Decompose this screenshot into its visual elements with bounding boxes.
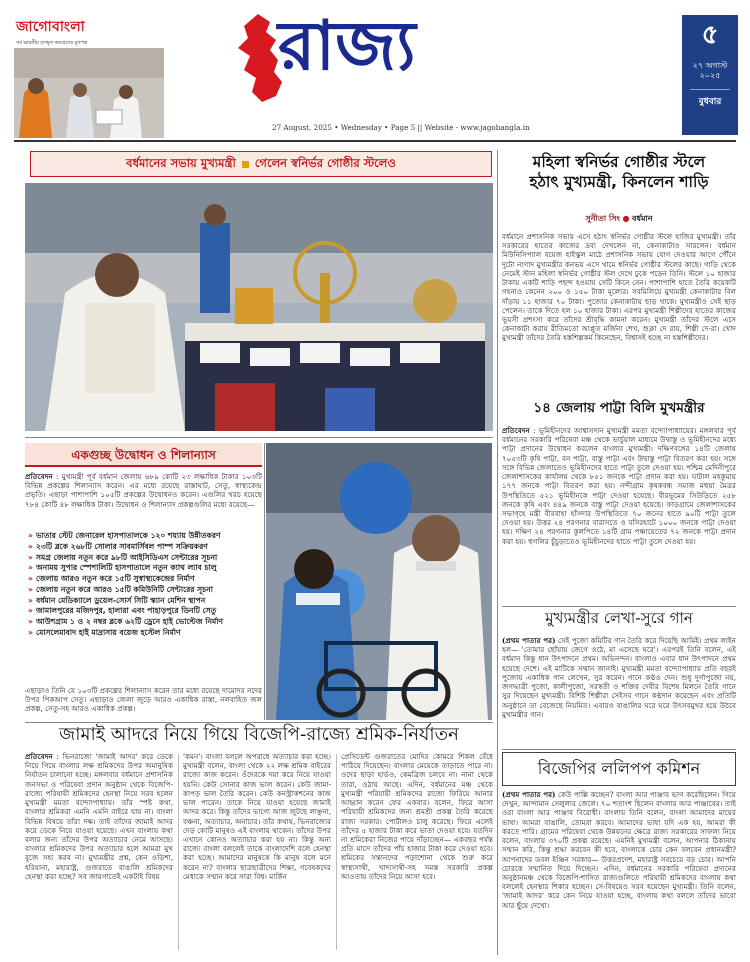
list-item: » জামালপুরের মজিদপুর, হালারা এবং পাহাড়পুরে ডিনটি সেতু xyxy=(28,606,260,617)
banner-part1: বর্ধমানের সভায় মুখ্যমন্ত্রী xyxy=(126,155,236,170)
song-body xyxy=(502,636,736,746)
inauguration-outro: এছাড়াও তিনি যে ১০৩টি প্রকল্পের শিলান্যাস করেন তার মধ্যে রয়েছে দামোদর নদের উপর পিকআপ সেতু। এছাড়াও জেলা জুড়ে আরও একাধিক রাস্তা, নলবাহিত জল প্রকল্প, সেতু-সহ আরও একাধিক প্রকল্প। xyxy=(25,686,262,714)
section-divider xyxy=(502,749,736,750)
lollipop-text: কেউ পাল্লি কচ্ছেন? বাংলা আর পাঞ্জাব ভাগ করেছিলেন। গিয়ে দেখুন, আন্দামান সেলুলার জেলে। ৭০ শতাংশ ছিলেন বাংলার আর পাঞ্জাবের। তাই ওরা বাংলা আর পাঞ্জাব বিরোধী। বাংলায় তিনি বলেন, বাংলা আমাদের মায়ের ভাষা। আমরা বাঙালি, তোমরা করবে। আমাদের ভাষা যদি এক হয়, আমরা কী করতে পারি। গ্রামের পরিষেবা থেকে উন্নয়নের ক্ষেত্রে রাজ্য সরকারের সাফল্য নিয়ে বলেন, বাংলায় ৩৭০টি প্রকল্প রয়েছে। এমনিই মুখ্যমন্ত্রী বলেন, আপনার ঠিকানায় সম্মান করি, কিন্তু শ্রদ্ধা করবেন কী হবে, বাংলাকে চোর কেন বলবেন প্রধানমন্ত্রী? আপনাদের ডবল ইঞ্জিন সরকার— উত্তরপ্রদেশ, মহারাষ্ট্র সবচেয়ে বড় চোর। আপনি চোরকে সম্মানিত দিয়ে দিচ্ছেন। এদিন, বর্ধমানের সরকারি পরিষেবা প্রদানের অনুষ্ঠানমঞ্চ থেকে বিজেপি-শাসিত রাজ্যগুলিতে পরিযায়ী শ্রমিকদের বাংলায় কথা বললেই হেনস্থার শিকার হচ্ছেন। সে-বিষয়েও সরব হয়েছেন মুখ্যমন্ত্রী। তিনি বলেন, 'জামাই আদর' করে কেন নিয়ে যাওয়া হচ্ছে, বাংলায় কথা বললে তাঁদের ভাবো আর ছুঁয়ে দেখো। xyxy=(502,790,736,910)
patta-body: প্রতিবেদন : ভূমিহীনদের আশ্বাসদান মুখ্যমন্ত্রী মমতা বন্দ্যোপাধ্যায়ের। মঙ্গলবার পূর্ব বর্ধমানের সরকারি পরিষেবা মঞ্চ থেকে ভার্চুয়াল মাধ্যমে উদ্বাস্তু ও ভূমিহীনদের মধ্যে পাট্টা প্রদানের উদ্বোধন করলেন বাংলার মুখ্যমন্ত্রী। দক্ষিণবঙ্গের ১৪টি জেলায় ৭০৫৩টি কৃষি পাট্টা, বন পাট্টা, বাস্তু পাট্টা এবং উদ্বাস্তু পাট্টা বিতরণ করা হয়। সঙ্গে সঙ্গে বিভিন্ন জেলাতেও ভূমিহীনদের হাতে পাট্টা তুলে দেওয়া হয়। পশ্চিম মেদিনীপুরে জেলাশাসকের কার্যালয় থেকে ৮৫১ জনকে পাট্টা প্রদান করা হয়। ঘাটাল মহকুমায় ১৭৭ জনকে পাট্টা বিতরণ করা হয়। নন্দীগ্রাম কৃষকবন্ধ সমাজ মহুয়া মৈত্রর উপস্থিতিতে ৫২১ ভূমিহীনকে পাট্টা দেওয়া হয়েছে। বীরভূমের সিউড়িতে ২৫৮ জনকে কৃষি এবং ৪৪৯ জনকে বাস্তু পাট্টা দেওয়া হয়েছে। ফাড়গ্রামে জেলাশাসকের সভাগৃহে মন্ত্রী বীরবাহা হাঁসদার উপস্থিতিতে ৭০ জনের হাতে ৯০টি পাট্টা তুলে দেওয়া হয়। উত্তর ২৪ পরগনার বারাসতে ও বসিরহাটে ১০০০ জনকে পাট্টা দেওয়া হয়। দক্ষিণ ২৪ পরগনার কুলপিতে ১৪টি গ্রাম পঞ্চায়েতের ৭২ জনকে পাট্টা প্রদান করা হয়। হুগলির চুঁচুড়াতেও ভূমিহীনদের হাতে পাট্টা তুলে দেওয়া হয়। xyxy=(502,426,736,546)
list-item: » অনাময় সুপার স্পেশালিটি হাসপাতালে নতুন ক্যাথ ল্যাব চালু xyxy=(28,563,260,574)
dateline: 27 August, 2025 • Wednesday • Page 5 || Website - www.jagobangla.in xyxy=(272,123,530,132)
section-divider xyxy=(502,606,736,607)
inauguration-intro-text: মুখ্যমন্ত্রী পূর্ব বর্ধমান জেলায় ৬৮৯ কোটি ২৩ লক্ষাধিক টাকার ১০৩টি বিভিন্ন প্রকল্পের শিলান্যাস করেন। এর মধ্যে রয়েছে রাস্তাঘাট, সেতু, স্বাস্থ্যকেন্দ্র প্রভৃতি। এছাড়া পাশাপাশি ১০৫টি প্রকল্পের উদ্বোধনও করেন। এগুলির খরচ হয়েছে ৭৮৪ কোটি ৪৮ লক্ষাধিক টাকা। উদ্বোধন ও শিলান্যাস প্রকল্পগুলির মধ্যে রয়েছে— xyxy=(25,472,262,509)
column-divider xyxy=(178,754,179,950)
inauguration-headline-bar xyxy=(25,443,262,467)
lollipop-headline-box xyxy=(502,752,736,786)
lead-headline xyxy=(502,152,736,192)
column-divider xyxy=(497,150,498,955)
list-item: » জেলায় আরও নতুন করে ১৫টি সুস্বাস্থ্যকেন্দ্রের নির্মাণ xyxy=(28,574,260,585)
jamai-headline: জামাই আদরে নিয়ে গিয়ে বিজেপি-রাজ্যে শ্রমিক-নির্যাতন xyxy=(59,724,459,745)
lead-byline xyxy=(502,213,736,226)
date-bn: ২৭ অগাস্ট ২০২৫ xyxy=(692,60,728,80)
lollipop-body xyxy=(502,790,736,953)
list-item: » মোসলেমাবাদ হাই মাদ্রাসায় বয়েজ হস্টেল নির্মাণ xyxy=(28,628,260,639)
patta-headline: ১৪ জেলায় পাট্টা বিলি মুখমন্ত্রীর xyxy=(533,400,705,416)
inauguration-list xyxy=(28,531,260,639)
lollipop-lead: (প্রথম পাতার পর) xyxy=(502,790,556,799)
byline-place: বর্ধমান xyxy=(632,214,653,223)
lollipop-headline: বিজেপির ললিপপ কমিশন xyxy=(537,759,701,778)
inauguration-intro: প্রতিবেদন : মুখ্যমন্ত্রী পূর্ব বর্ধমান জেলায় ৬৮৯ কোটি ২৩ লক্ষাধিক টাকার ১০৩টি বিভিন্ন প্রকল্পের শিলান্যাস করেন। এর মধ্যে রয়েছে রাস্তাঘাট, সেতু, স্বাস্থ্যকেন্দ্র প্রভৃতি। এছাড়া পাশাপাশি ১০৫টি প্রকল্পের উদ্বোধনও করেন। এগুলির খরচ হয়েছে ৭৮৪ কোটি ৪৮ লক্ষাধিক টাকা। উদ্বোধন ও শিলান্যাস প্রকল্পগুলির মধ্যে রয়েছে— xyxy=(25,472,262,509)
masthead xyxy=(0,0,750,140)
banner-part2: গেলেন স্বনির্ভর গোষ্ঠীর স্টলেও xyxy=(254,155,396,170)
lead-headline-line2: হঠাৎ মুখ্যমন্ত্রী, কিনলেন শাড়ি xyxy=(529,173,709,192)
inauguration-lead: প্রতিবেদন xyxy=(25,472,53,481)
list-item: » বর্ধমান মেডিক্যালে ডুয়েল-সোর্স সিটি স্ক্যান মেশিন স্থাপন xyxy=(28,596,260,607)
section-divider xyxy=(25,437,493,438)
section-title: রাজ্য xyxy=(278,7,416,86)
list-item: » ২৩টি ব্লকে ২৬৮টি সোলার সাবমার্সিবল পাম্প সক্রিয়করণ xyxy=(28,542,260,553)
page-number: ৫ xyxy=(701,20,719,50)
list-item: » ভাতার স্টেট জেনারেল হাসপাতালকে ১২০ শয্যায় উন্নীতকরণ xyxy=(28,531,260,542)
song-lead: (প্রথম পাতার পর) xyxy=(502,636,556,645)
list-item: » সমগ্র জেলায় নতুন করে ৯৮টি আইসিডিএস সেন্টারের সূচনা xyxy=(28,553,260,564)
lead-body: বর্ধমানে প্রশাসনিক সভায় এসে হঠাৎ স্বনির্ভর গোষ্ঠীর স্টলে হাজির মুখ্যমন্ত্রী। তাঁর সরকারের হাতের কাজের দ্রব্য দেখলেন না, কেনাকাটাও সারলেন। বর্ধমান মিউনিসিপ্যাল বয়েজ হাইস্কুল মাঠে প্রশাসনিক সভায় যোগ দেওয়ার আগে পৌঁনে দুটো নাগাদ মুখ্যমন্ত্রীর কনভয় এসে থামে স্বনির্ভর গোষ্ঠীর স্টলের কাছে। গাড়ি থেকে নেমেই স্টান মহিলা স্বনির্ভর গোষ্ঠীর স্টল দেখে ঢুকে পড়েন তিনি। স্টলে ১০ হাজার টাকায় একটি শাড়ি পছন্দ হওয়ায় সেটি কিনে নেন। পাশাপাশি হাতে তৈরি কয়েকটি গহনাও কেনেন ২০০ ও ১৫০ টাকা মূল্যের। সবমিলিয়ে মুখ্যমন্ত্রী কেনাকাটার বিল দাঁড়ায় ১১ হাজার ৭০ টাকা। পুজোর কেনাকাটায় ছাড় থাকে। মুখ্যমন্ত্রীও সেই ছাড় পেলেন। তাকে দিতে হল ১০ হাজার টাকা। এরপর মুখ্যমন্ত্রী শিল্পীদের হাতের কাজের ভূয়সী প্রশংসা করে তাঁদের শ্রীবৃদ্ধি কামনা করেন। মুখ্যমন্ত্রী তাঁদের স্টলে এসে কেনাকাটা করায় রীতিমতো আপ্লুত মর্জিনা শেখ, শুক্লা দে রায়, শিল্পী দে-রা। খোদ মুখ্যমন্ত্রী তাঁদের তৈরি হস্তশিল্পকর্ম কিনেছেন, বিশ্বাসই হচ্ছে না হস্তশিল্পীদের। xyxy=(502,232,736,343)
masthead-rule xyxy=(14,140,736,142)
patta-text: ভূমিহীনদের আশ্বাসদান মুখ্যমন্ত্রী মমতা বন্দ্যোপাধ্যায়ের। মঙ্গলবার পূর্ব বর্ধমানের সরকারি পরিষেবা মঞ্চ থেকে ভার্চুয়াল মাধ্যমে উদ্বাস্তু ও ভূমিহীনদের মধ্যে পাট্টা প্রদানের উদ্বোধন করলেন বাংলার মুখ্যমন্ত্রী। দক্ষিণবঙ্গের ১৪টি জেলায় ৭০৫৩টি কৃষি পাট্টা, বন পাট্টা, বাস্তু পাট্টা এবং উদ্বাস্তু পাট্টা বিতরণ করা হয়। সঙ্গে সঙ্গে বিভিন্ন জেলাতেও ভূমিহীনদের হাতে পাট্টা তুলে দেওয়া হয়। পশ্চিম মেদিনীপুরে জেলাশাসকের কার্যালয় থেকে ৮৫১ জনকে পাট্টা প্রদান করা হয়। ঘাটাল মহকুমায় ১৭৭ জনকে পাট্টা বিতরণ করা হয়। নন্দীগ্রাম কৃষকবন্ধ সমাজ মহুয়া মৈত্রর উপস্থিতিতে ৫২১ ভূমিহীনকে পাট্টা দেওয়া হয়েছে। বীরভূমের সিউড়িতে ২৫৮ জনকে কৃষি এবং ৪৪৯ জনকে বাস্তু পাট্টা দেওয়া হয়েছে। ফাড়গ্রামে জেলাশাসকের সভাগৃহে মন্ত্রী বীরবাহা হাঁসদার উপস্থিতিতে ৭০ জনের হাতে ৯০টি পাট্টা তুলে দেওয়া হয়। উত্তর ২৪ পরগনার বারাসতে ও বসিরহাটে ১০০০ জনকে পাট্টা দেওয়া হয়। দক্ষিণ ২৪ পরগনার কুলপিতে ১৪টি গ্রাম পঞ্চায়েতের ৭২ জনকে পাট্টা প্রদান করা হয়। হুগলির চুঁচুড়াতেও ভূমিহীনদের হাতে পাট্টা তুলে দেওয়া হয়। xyxy=(502,426,736,546)
column-divider xyxy=(336,754,337,950)
date-box xyxy=(682,15,738,135)
song-text: সেই পুজো কমিটির গান তৈরি করে দিয়েছি আমিই। প্রথম লাইন হল— 'তোমার ছোঁয়ায় জেগে ওঠে, মা এসেছে ঘরে'। এরপরই তিনি বলেন, এই বর্ধমান কিন্তু ধান উৎপাদনে প্রথম। অভিনন্দন। বাংলাও এবার ধান উৎপাদনে প্রথম হয়েছে দেশে। এই মাটিকে সম্মান জানাই। মুখ্যমন্ত্রী মমতা বন্দ্যোপাধ্যায় প্রতি বছরই পুজোয় একাধিক গান লেখেন, সুর করেন। গানে কণ্ঠও দেন। শুধু দুর্গাপুজো নয়, জগদ্ধাত্রী পুজো, কালীপুজো, সরস্বতী ও শক্তির দেবীর বিশেষ মিলনে তৈরি গানে সুর দিয়েছেন মুখ্যমন্ত্রী। বিশিষ্ট শিল্পীরা সেইসব গানে কণ্ঠদান করেছেন এবং প্রতিটি অনুষ্ঠানে তা বেজেছে নিয়মিত। এবারও বাঙালির ঘরে ঘরে উৎসবমুখর হয়ে উঠবে মুখ্যমন্ত্রীর গান। xyxy=(502,636,736,719)
inauguration-headline: একগুচ্ছ উদ্বোধন ও শিলান্যাস xyxy=(71,448,216,462)
jamai-col1-text: ভিনরাজ্যে 'জামাই আদর' করে ডেকে নিয়ে গিয়ে বাংলার লক্ষ শ্রমিকদের উপর অমানুষিক নির্যাতন চালানো হচ্ছে। মঙ্গলবার বর্ধমানে প্রশাসনিক জনসভা ও পরিষেবা প্রদান অনুষ্ঠান থেকে বিজেপি-রাজ্যে পরিযায়ী শ্রমিকদের হেনস্থা নিয়ে সরব হলেন মুখ্যমন্ত্রী মমতা বন্দ্যোপাধ্যায়। তাঁর স্পষ্ট কথা, বাংলার শ্রমিকরা এমনি এমনি বাইরে যায় না। বাংলা বিভিন্ন বিষয়ে তাঁরা দক্ষ। তাই তাঁদের জামাই আদর করে ডেকে নিয়ে যাওয়া হয়েছে। এখন বাংলায় কথা বলার জন্য তাঁদের উপর অত্যাচার নেমে আসছে। বাংলার শ্রমিকদের উপর অত্যাচার হলে আমরা মুখ বুজে সহ্য করব না। মুখ্যমন্ত্রীর প্রশ্ন, কেন ওড়িশা, হরিয়ানা, মহারাষ্ট্র, গুজরাতে বাঙালি শ্রমিকদের হেনস্থা করা হচ্ছে? সব জায়গাতেই একটাই বিষয় xyxy=(25,752,173,881)
banner-square-icon xyxy=(242,161,249,168)
byline-dot-icon: ● xyxy=(622,214,633,223)
bicycle-photo xyxy=(266,443,492,720)
jamai-col1: প্রতিবেদন : ভিনরাজ্যে 'জামাই আদর' করে ডেকে নিয়ে গিয়ে বাংলার লক্ষ শ্রমিকদের উপর অমানুষিক নির্যাতন চালানো হচ্ছে। মঙ্গলবার বর্ধমানে প্রশাসনিক জনসভা ও পরিষেবা প্রদান অনুষ্ঠান থেকে বিজেপি-রাজ্যে পরিযায়ী শ্রমিকদের হেনস্থা নিয়ে সরব হলেন মুখ্যমন্ত্রী মমতা বন্দ্যোপাধ্যায়। তাঁর স্পষ্ট কথা, বাংলার শ্রমিকরা এমনি এমনি বাইরে যায় না। বাংলা বিভিন্ন বিষয়ে তাঁরা দক্ষ। তাই তাঁদের জামাই আদর করে ডেকে নিয়ে যাওয়া হয়েছে। এখন বাংলায় কথা বলার জন্য তাঁদের উপর অত্যাচার নেমে আসছে। বাংলার শ্রমিকদের উপর অত্যাচার হলে আমরা মুখ বুজে সহ্য করব না। মুখ্যমন্ত্রীর প্রশ্ন, কেন ওড়িশা, হরিয়ানা, মহারাষ্ট্র, গুজরাতে বাঙালি শ্রমিকদের হেনস্থা করা হচ্ছে? সব জায়গাতেই একটাই বিষয় xyxy=(25,752,173,881)
list-item: » আউশগ্রাম ১ ও ২ নম্বর ব্লকে ৬২টি ড্রেনে হাই ভোল্টেজ নির্মাণ xyxy=(28,617,260,628)
lead-story-banner xyxy=(30,151,492,177)
byline-name: সুনীতা সিং xyxy=(585,214,620,223)
masthead-photo xyxy=(14,48,164,138)
brand-name: জাগোবাংলা xyxy=(16,19,86,35)
brand-logo[interactable] xyxy=(16,15,126,48)
lead-photo xyxy=(25,183,493,431)
lead-headline-line1: মহিলা স্বনির্ভর গোষ্ঠীর স্টলে xyxy=(532,153,706,171)
patta-lead: প্রতিবেদন xyxy=(502,426,530,435)
section-divider xyxy=(25,722,493,723)
song-headline: মুখ্যমন্ত্রীর লেখা-সুরে গান xyxy=(545,609,693,627)
jamai-lead: প্রতিবেদন xyxy=(25,752,53,761)
jamai-col2: 'কমন'। বাংলা বললে অপরাধে অত্যাচার করা হচ্ছে। মুখ্যমন্ত্রী বলেন, বাংলা থেকে ২২ লক্ষ শ্রমিক বাইরের রাজ্যে কাজ করেন। ওঁদেরকে দয়া করে নিয়ে যাওয়া হয়নি। কেউ সোনার কাজ ভাল করেন। কেউ জামা-কাপড় ভাল তৈরি করেন। কেউ কনস্ট্রাকশনের কাজ ভাল পারেন। তাকে নিয়ে যাওয়া হয়েছে জামাই আদর করে। কিন্তু তাঁদের ভাগ্যে আজ জুটছে লাঞ্ছনা, বঞ্চনা, অত্যাচার, অনাচার। তাঁর কথায়, ভিনরাজ্যের দেড় কোটি মানুষও এই বাংলায় থাকেন। তাঁদের উপর এখানে কোনও অত্যাচার করা হয় না। কিন্তু অন্য রাজ্যে বাংলা বললেই তাকে বাংলাদেশি বলে হেনস্থা করা হচ্ছে। আমাদের মানুষকে কি মানুষ বলে মনে করেন না? বাংলার ছাত্রছাত্রীদের শিক্ষা, গবেষকদের মেধাকে সম্মান করে সারা বিশ্ব। মার্কিন xyxy=(183,752,331,881)
list-item: » জেলায় নতুন করে আরও ১৫টি কমিউনিটি সেন্টারের সূচনা xyxy=(28,585,260,596)
column-divider xyxy=(264,443,265,720)
jamai-col3: প্রেসিডেন্ট গুজরাতের মোদির কোমরে শিকল বেঁধে পাঠিয়ে দিয়েছেন। বাংলার মেয়েকে তাড়াতে পারে না। ওদের ছাড়া হার্ডও, কেমব্রিজ চলবে না। নানা থেকে তারা, ওঠায় আছে। এদিন, বর্ধমানের মঞ্চ থেকে মুখ্যমন্ত্রী পরিযায়ী শ্রমিকদের রাজ্যে ফিরিয়ে আনার আহ্বান করেন ফের একবার। বলেন, ফিরে আসা পরিযায়ী শ্রমিকদের জন্য শ্রমশ্রী প্রকল্প তৈরি করেছে রাজ্য সরকার। পোর্টালও চালু করেছে। ফিরে এলেই তাঁদের ৫ হাজার টাকা করে ভাতা দেওয়া হবে। যতদিন না শ্রমিকেরা নিজের পায়ে দাঁড়াচ্ছেন— একবছর পর্যন্ত প্রতি মাসে তাঁদের পাঁচ হাজার টাকা করে দেওয়া হবে। শ্রমিকের সন্তানদের পড়াশোনা থেকে শুরু করে স্বাস্থ্যসাথী, খাদ্যসাথী-সহ সমস্ত সরকারি প্রকল্প আওতায় তাঁদের নিয়ে আসা হবে। xyxy=(341,752,493,881)
brand-tagline: সর্ব ভারতীয় তৃণমূল কংগ্রেসের মুখপত্র xyxy=(16,41,88,46)
weekday-bn: বুধবার xyxy=(698,97,722,108)
